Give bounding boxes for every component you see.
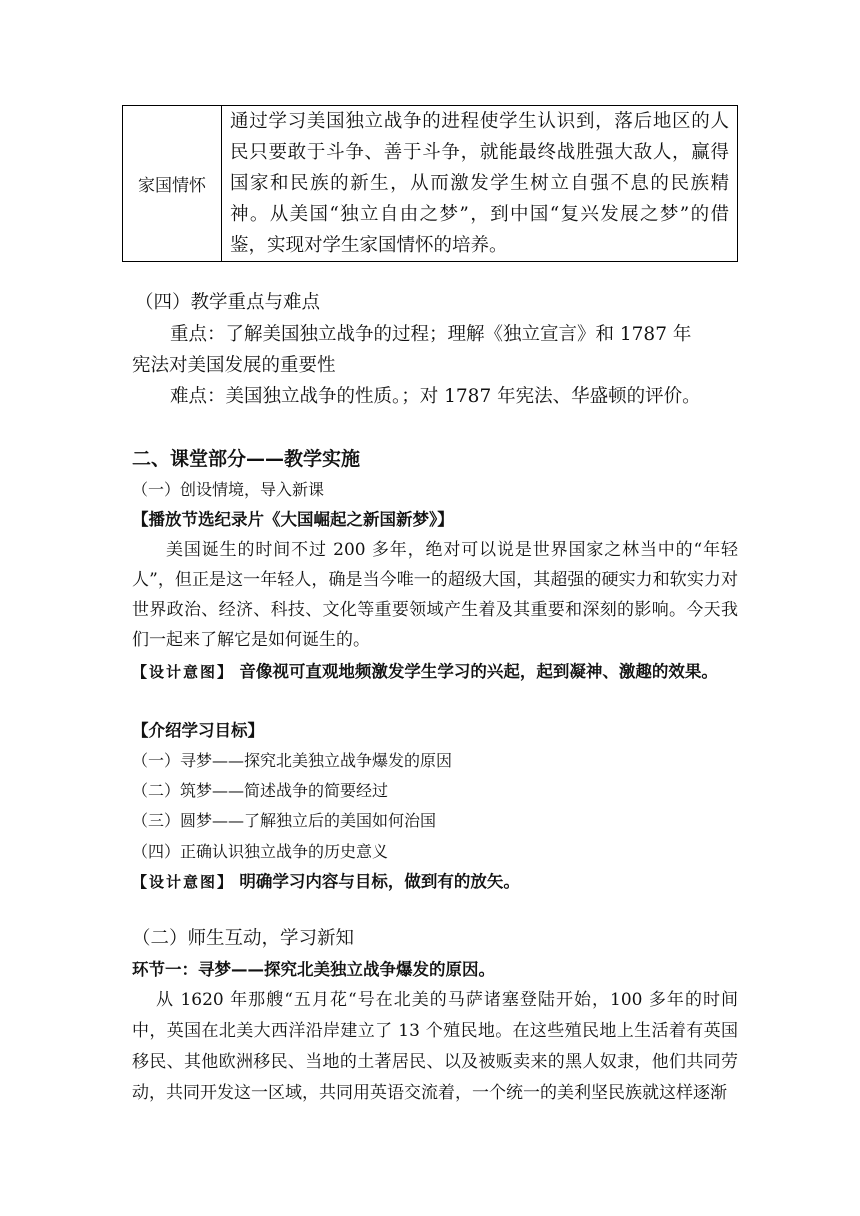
table-label-cell: 家国情怀 [123, 106, 222, 262]
focus-line-2: 宪法对美国发展的重要性 [132, 355, 336, 376]
intro-paragraph: 美国诞生的时间不过 200 多年，绝对可以说是世界国家之林当中的“年轻人”，但正是这一年轻人，确是当今唯一的超级大国，其超强的硬实力和软实力对世界政治、经济、科技、文化等重要领域产生着及其重要和深刻的影响。今天我们一起来了解它是如何诞生的。 [132, 540, 738, 650]
goals-heading: 【介绍学习目标】 [132, 721, 264, 740]
design-intent-1 [132, 660, 718, 684]
goal-item: （二）筑梦——简述战争的简要经过 [132, 781, 389, 800]
step-1-paragraph: 从 1620 年那艘“五月花“号在北美的马萨诸塞登陆开始，100 多年的时间中，英国在北美大西洋沿岸建立了 13 个殖民地。在这些殖民地上生活着有英国移民、其他欧洲移民、当地的土著居民、以及被贩卖来的黑人奴隶，他们共同劳动，共同开发这一区域，共同用英语交流着，一个统一的美利坚民族就这样逐渐 [132, 990, 738, 1103]
design-intent-label: 【设计意图】 [132, 663, 235, 681]
subsection-1: （一）创设情境，导入新课 [132, 480, 325, 499]
difficulty-line: 难点：美国独立战争的性质。；对 1787 年宪法、华盛顿的评价。 [170, 386, 701, 407]
step-1-heading: 环节一：寻梦——探究北美独立战争爆发的原因。 [132, 960, 495, 979]
goal-item: （一）寻梦——探究北美独立战争爆发的原因 [132, 751, 453, 770]
table-row [123, 106, 738, 262]
design-intent-label: 【设计意图】 [132, 873, 235, 891]
table-content-cell: 通过学习美国独立战争的进程使学生认识到，落后地区的人民只要敢于斗争、善于斗争，就能最终战胜强大敌人，赢得国家和民族的新生，从而激发学生树立自强不息的民族精神。从美国“独立自由之梦”，到中国“复兴发展之梦”的借鉴，实现对学生家国情怀的培养。 [222, 106, 738, 262]
video-note: 【播放节选纪录片《大国崛起之新国新梦》】 [132, 510, 454, 529]
focus-line-1: 重点：了解美国独立战争的过程；理解《独立宣言》和 1787 年 [170, 324, 692, 345]
key-points-heading: （四）教学重点与难点 [135, 292, 321, 313]
design-intent-2 [132, 870, 520, 894]
section-title: 二、课堂部分——教学实施 [132, 448, 361, 470]
design-intent-text: 明确学习内容与目标，做到有的放矢。 [239, 872, 520, 891]
goals-table [122, 105, 738, 262]
subsection-2: （二）师生互动，学习新知 [132, 928, 355, 949]
goal-item: （三）圆梦——了解独立后的美国如何治国 [132, 811, 437, 830]
design-intent-text: 音像视可直观地频激发学生学习的兴起，起到凝神、激趣的效果。 [239, 662, 718, 681]
goal-item: （四）正确认识独立战争的历史意义 [132, 842, 389, 861]
